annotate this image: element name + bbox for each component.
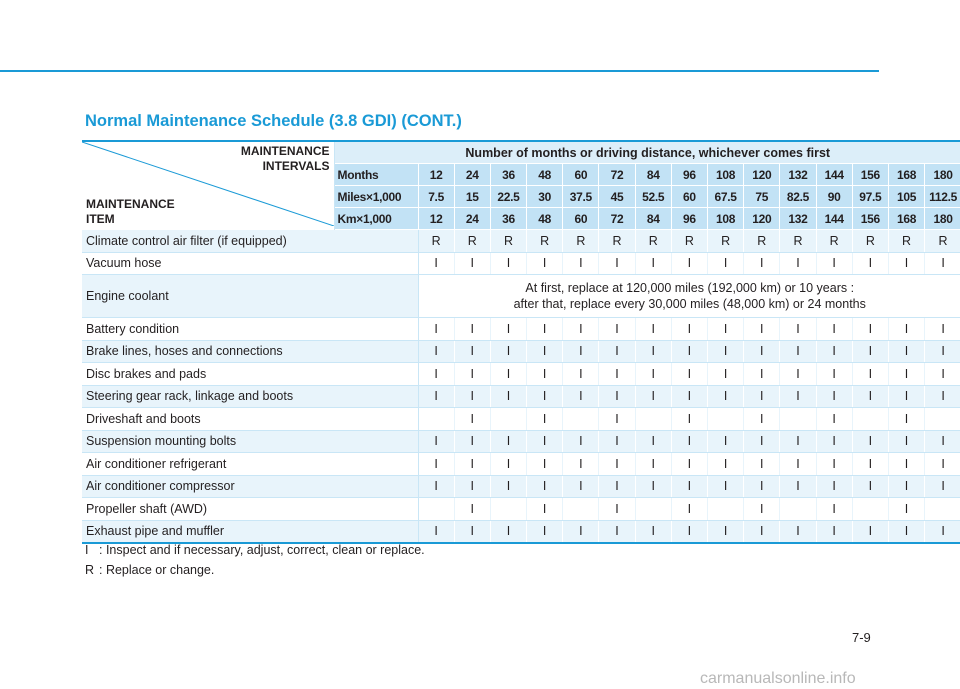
- table-row: [82, 498, 960, 521]
- schedule-mark: I: [780, 252, 816, 275]
- interval-value: 15: [454, 186, 490, 208]
- schedule-mark: I: [671, 252, 707, 275]
- schedule-mark: I: [852, 340, 888, 363]
- schedule-mark: I: [925, 385, 960, 408]
- schedule-mark: I: [418, 475, 454, 498]
- schedule-mark: I: [852, 318, 888, 341]
- interval-value: 67.5: [708, 186, 744, 208]
- schedule-mark: [418, 498, 454, 521]
- schedule-mark: I: [563, 363, 599, 386]
- schedule-mark: I: [671, 363, 707, 386]
- schedule-mark: [635, 408, 671, 431]
- table-row: [82, 340, 960, 363]
- schedule-mark: R: [563, 230, 599, 253]
- schedule-mark: [780, 408, 816, 431]
- schedule-mark: I: [490, 340, 526, 363]
- schedule-mark: I: [418, 453, 454, 476]
- schedule-mark: R: [635, 230, 671, 253]
- schedule-mark: I: [635, 475, 671, 498]
- schedule-mark: R: [852, 230, 888, 253]
- interval-value: 72: [599, 164, 635, 186]
- header-main-title: Number of months or driving distance, whichever comes first: [334, 141, 960, 164]
- schedule-mark: I: [708, 453, 744, 476]
- interval-value: 75: [744, 186, 780, 208]
- schedule-mark: I: [816, 340, 852, 363]
- schedule-mark: I: [671, 520, 707, 543]
- schedule-mark: I: [527, 453, 563, 476]
- schedule-mark: I: [527, 340, 563, 363]
- interval-value: 36: [490, 164, 526, 186]
- schedule-mark: R: [490, 230, 526, 253]
- interval-value: 60: [671, 186, 707, 208]
- schedule-mark: I: [527, 498, 563, 521]
- schedule-mark: I: [527, 520, 563, 543]
- legend-entry: [85, 563, 214, 577]
- schedule-mark: I: [599, 475, 635, 498]
- interval-value: 90: [816, 186, 852, 208]
- schedule-mark: I: [599, 498, 635, 521]
- schedule-mark: I: [599, 318, 635, 341]
- schedule-mark: I: [780, 363, 816, 386]
- top-rule: [0, 70, 879, 72]
- schedule-mark: I: [599, 453, 635, 476]
- schedule-mark: I: [708, 318, 744, 341]
- table-row: [82, 385, 960, 408]
- schedule-mark: I: [780, 318, 816, 341]
- schedule-mark: I: [888, 340, 924, 363]
- schedule-mark: R: [599, 230, 635, 253]
- maintenance-item-name: Disc brakes and pads: [82, 363, 418, 386]
- schedule-mark: I: [708, 475, 744, 498]
- interval-value: 45: [599, 186, 635, 208]
- schedule-mark: I: [490, 520, 526, 543]
- schedule-mark: I: [454, 318, 490, 341]
- schedule-mark: I: [852, 385, 888, 408]
- table-row: [82, 430, 960, 453]
- schedule-mark: I: [925, 520, 960, 543]
- schedule-mark: I: [527, 430, 563, 453]
- interval-value: 180: [925, 164, 960, 186]
- schedule-mark: I: [888, 318, 924, 341]
- schedule-mark: I: [744, 408, 780, 431]
- schedule-mark: I: [454, 252, 490, 275]
- interval-value: 7.5: [418, 186, 454, 208]
- maintenance-item-name: Battery condition: [82, 318, 418, 341]
- interval-value: 156: [852, 208, 888, 230]
- schedule-mark: I: [852, 363, 888, 386]
- schedule-mark: I: [816, 363, 852, 386]
- interval-value: 132: [780, 164, 816, 186]
- legend-text: : Inspect and if necessary, adjust, correct, clean or replace.: [99, 543, 425, 557]
- schedule-mark: I: [744, 363, 780, 386]
- schedule-mark: I: [635, 252, 671, 275]
- schedule-mark: I: [599, 430, 635, 453]
- interval-value: 108: [708, 208, 744, 230]
- table-row: [82, 318, 960, 341]
- schedule-mark: I: [888, 498, 924, 521]
- schedule-mark: I: [780, 340, 816, 363]
- schedule-mark: I: [708, 520, 744, 543]
- table-row: [82, 408, 960, 431]
- interval-value: 60: [563, 208, 599, 230]
- schedule-mark: [708, 408, 744, 431]
- interval-value: 24: [454, 164, 490, 186]
- schedule-mark: [852, 498, 888, 521]
- schedule-mark: I: [816, 475, 852, 498]
- schedule-mark: R: [888, 230, 924, 253]
- table-row: [82, 230, 960, 253]
- schedule-mark: R: [816, 230, 852, 253]
- schedule-mark: I: [925, 430, 960, 453]
- maintenance-item-name: Steering gear rack, linkage and boots: [82, 385, 418, 408]
- schedule-mark: R: [708, 230, 744, 253]
- schedule-mark: I: [418, 363, 454, 386]
- interval-value: 156: [852, 164, 888, 186]
- table-row: [82, 475, 960, 498]
- schedule-mark: R: [744, 230, 780, 253]
- interval-value: 37.5: [563, 186, 599, 208]
- interval-value: 48: [527, 208, 563, 230]
- schedule-mark: I: [490, 430, 526, 453]
- schedule-mark: I: [816, 408, 852, 431]
- schedule-mark: I: [744, 498, 780, 521]
- schedule-mark: I: [454, 498, 490, 521]
- schedule-mark: I: [852, 475, 888, 498]
- schedule-mark: I: [418, 520, 454, 543]
- interval-value: 97.5: [852, 186, 888, 208]
- schedule-mark: I: [780, 385, 816, 408]
- schedule-mark: I: [708, 430, 744, 453]
- schedule-mark: I: [708, 363, 744, 386]
- interval-unit-label: Miles×1,000: [334, 186, 418, 208]
- interval-value: 22.5: [490, 186, 526, 208]
- schedule-mark: I: [744, 318, 780, 341]
- schedule-mark: I: [490, 385, 526, 408]
- corner-intervals-label: MAINTENANCE INTERVALS: [240, 144, 330, 173]
- schedule-mark: I: [708, 340, 744, 363]
- schedule-mark: [852, 408, 888, 431]
- interval-value: 84: [635, 208, 671, 230]
- legend-text: : Replace or change.: [99, 563, 215, 577]
- legend-key: R: [85, 563, 95, 577]
- interval-value: 36: [490, 208, 526, 230]
- schedule-mark: I: [418, 385, 454, 408]
- schedule-mark: I: [563, 430, 599, 453]
- schedule-mark: I: [744, 453, 780, 476]
- schedule-mark: I: [744, 520, 780, 543]
- schedule-mark: I: [816, 498, 852, 521]
- schedule-mark: R: [454, 230, 490, 253]
- schedule-mark: I: [490, 453, 526, 476]
- schedule-mark: I: [744, 252, 780, 275]
- interval-value: 96: [671, 164, 707, 186]
- schedule-mark: I: [671, 475, 707, 498]
- schedule-mark: I: [671, 408, 707, 431]
- maintenance-item-name: Exhaust pipe and muffler: [82, 520, 418, 543]
- interval-value: 84: [635, 164, 671, 186]
- coolant-note-line: after that, replace every 30,000 miles (48,000 km) or 24 months: [513, 297, 866, 311]
- schedule-mark: [418, 408, 454, 431]
- schedule-mark: I: [708, 385, 744, 408]
- interval-value: 112.5: [925, 186, 960, 208]
- maintenance-item-name: Suspension mounting bolts: [82, 430, 418, 453]
- schedule-mark: [490, 408, 526, 431]
- schedule-mark: I: [418, 430, 454, 453]
- schedule-mark: I: [563, 340, 599, 363]
- schedule-mark: [563, 408, 599, 431]
- interval-value: 82.5: [780, 186, 816, 208]
- schedule-mark: I: [599, 340, 635, 363]
- maintenance-item-name: Driveshaft and boots: [82, 408, 418, 431]
- maintenance-item-name: Propeller shaft (AWD): [82, 498, 418, 521]
- schedule-mark: R: [671, 230, 707, 253]
- schedule-mark: I: [635, 430, 671, 453]
- schedule-mark: I: [925, 252, 960, 275]
- schedule-mark: [563, 498, 599, 521]
- schedule-mark: I: [671, 498, 707, 521]
- schedule-mark: I: [418, 252, 454, 275]
- header-row-main: [82, 141, 960, 164]
- schedule-mark: I: [454, 385, 490, 408]
- interval-value: 52.5: [635, 186, 671, 208]
- schedule-mark: I: [599, 363, 635, 386]
- schedule-mark: [708, 498, 744, 521]
- schedule-mark: I: [527, 318, 563, 341]
- schedule-mark: I: [635, 363, 671, 386]
- schedule-mark: I: [816, 252, 852, 275]
- page-number: 7-9: [852, 630, 871, 645]
- schedule-mark: I: [816, 385, 852, 408]
- schedule-mark: I: [816, 318, 852, 341]
- schedule-mark: I: [635, 340, 671, 363]
- interval-value: 48: [527, 164, 563, 186]
- schedule-mark: I: [527, 252, 563, 275]
- interval-value: 12: [418, 208, 454, 230]
- interval-value: 168: [888, 208, 924, 230]
- interval-value: 120: [744, 208, 780, 230]
- legend-entry: [85, 543, 425, 557]
- schedule-mark: I: [780, 520, 816, 543]
- table-row: [82, 275, 960, 318]
- schedule-mark: I: [816, 430, 852, 453]
- interval-value: 144: [816, 208, 852, 230]
- schedule-mark: I: [563, 385, 599, 408]
- schedule-mark: [490, 498, 526, 521]
- schedule-mark: [780, 498, 816, 521]
- schedule-mark: I: [671, 318, 707, 341]
- schedule-mark: I: [888, 520, 924, 543]
- schedule-mark: I: [454, 363, 490, 386]
- interval-value: 180: [925, 208, 960, 230]
- coolant-note: [418, 275, 960, 318]
- schedule-mark: I: [527, 475, 563, 498]
- schedule-mark: I: [563, 453, 599, 476]
- schedule-mark: [635, 498, 671, 521]
- interval-value: 144: [816, 164, 852, 186]
- schedule-mark: I: [563, 520, 599, 543]
- schedule-mark: I: [780, 475, 816, 498]
- interval-value: 60: [563, 164, 599, 186]
- table-row: [82, 520, 960, 543]
- schedule-mark: I: [780, 430, 816, 453]
- schedule-mark: I: [852, 453, 888, 476]
- schedule-mark: I: [454, 340, 490, 363]
- schedule-mark: I: [888, 430, 924, 453]
- schedule-mark: I: [888, 252, 924, 275]
- schedule-mark: I: [888, 408, 924, 431]
- schedule-mark: I: [454, 453, 490, 476]
- schedule-mark: [925, 408, 960, 431]
- interval-value: 30: [527, 186, 563, 208]
- table-row: [82, 363, 960, 386]
- schedule-mark: I: [744, 475, 780, 498]
- schedule-mark: I: [635, 453, 671, 476]
- schedule-mark: I: [563, 318, 599, 341]
- schedule-mark: R: [418, 230, 454, 253]
- schedule-mark: I: [852, 252, 888, 275]
- interval-unit-label: Km×1,000: [334, 208, 418, 230]
- schedule-mark: I: [599, 408, 635, 431]
- header-corner-cell: [82, 141, 334, 230]
- schedule-mark: [925, 498, 960, 521]
- schedule-mark: I: [925, 475, 960, 498]
- schedule-mark: I: [490, 252, 526, 275]
- schedule-mark: I: [888, 385, 924, 408]
- schedule-mark: I: [816, 453, 852, 476]
- schedule-mark: I: [888, 475, 924, 498]
- interval-value: 12: [418, 164, 454, 186]
- interval-value: 108: [708, 164, 744, 186]
- interval-value: 72: [599, 208, 635, 230]
- schedule-mark: I: [490, 475, 526, 498]
- schedule-mark: I: [454, 408, 490, 431]
- maintenance-item-name: Engine coolant: [82, 275, 418, 318]
- schedule-mark: I: [744, 340, 780, 363]
- legend-key: I: [85, 543, 89, 557]
- schedule-mark: I: [527, 408, 563, 431]
- interval-value: 120: [744, 164, 780, 186]
- schedule-mark: I: [454, 475, 490, 498]
- schedule-mark: I: [925, 340, 960, 363]
- interval-value: 105: [888, 186, 924, 208]
- interval-value: 168: [888, 164, 924, 186]
- interval-value: 132: [780, 208, 816, 230]
- maintenance-item-name: Air conditioner compressor: [82, 475, 418, 498]
- schedule-mark: I: [454, 430, 490, 453]
- schedule-mark: I: [527, 363, 563, 386]
- schedule-mark: I: [454, 520, 490, 543]
- table-row: [82, 252, 960, 275]
- schedule-mark: I: [780, 453, 816, 476]
- schedule-mark: I: [599, 385, 635, 408]
- interval-value: 24: [454, 208, 490, 230]
- corner-item-label: MAINTENANCE ITEM: [86, 196, 175, 226]
- interval-value: 96: [671, 208, 707, 230]
- schedule-mark: I: [635, 520, 671, 543]
- schedule-mark: I: [925, 318, 960, 341]
- schedule-mark: I: [490, 318, 526, 341]
- maintenance-item-name: Air conditioner refrigerant: [82, 453, 418, 476]
- coolant-note-line: At first, replace at 120,000 miles (192,000 km) or 10 years :: [525, 281, 855, 295]
- schedule-mark: I: [744, 430, 780, 453]
- schedule-mark: I: [418, 340, 454, 363]
- watermark: carmanualsonline.info: [700, 670, 856, 687]
- maintenance-item-name: Vacuum hose: [82, 252, 418, 275]
- schedule-mark: I: [490, 363, 526, 386]
- maintenance-item-name: Brake lines, hoses and connections: [82, 340, 418, 363]
- schedule-mark: I: [852, 520, 888, 543]
- schedule-mark: I: [744, 385, 780, 408]
- table-row: [82, 453, 960, 476]
- schedule-mark: I: [635, 385, 671, 408]
- schedule-mark: I: [888, 453, 924, 476]
- schedule-mark: I: [816, 520, 852, 543]
- schedule-mark: I: [708, 252, 744, 275]
- schedule-mark: I: [925, 363, 960, 386]
- schedule-mark: I: [671, 340, 707, 363]
- schedule-mark: I: [418, 318, 454, 341]
- schedule-mark: I: [888, 363, 924, 386]
- schedule-mark: R: [780, 230, 816, 253]
- schedule-mark: I: [563, 252, 599, 275]
- schedule-mark: R: [925, 230, 960, 253]
- schedule-mark: I: [527, 385, 563, 408]
- schedule-mark: I: [563, 475, 599, 498]
- maintenance-item-name: Climate control air filter (if equipped): [82, 230, 418, 253]
- schedule-mark: I: [671, 385, 707, 408]
- schedule-mark: I: [852, 430, 888, 453]
- interval-unit-label: Months: [334, 164, 418, 186]
- page-title: Normal Maintenance Schedule (3.8 GDI) (CONT.): [85, 112, 462, 130]
- schedule-mark: I: [599, 252, 635, 275]
- schedule-mark: I: [635, 318, 671, 341]
- schedule-mark: I: [671, 430, 707, 453]
- schedule-mark: I: [671, 453, 707, 476]
- maintenance-schedule-table: [82, 140, 960, 544]
- schedule-mark: I: [599, 520, 635, 543]
- schedule-mark: I: [925, 453, 960, 476]
- schedule-mark: R: [527, 230, 563, 253]
